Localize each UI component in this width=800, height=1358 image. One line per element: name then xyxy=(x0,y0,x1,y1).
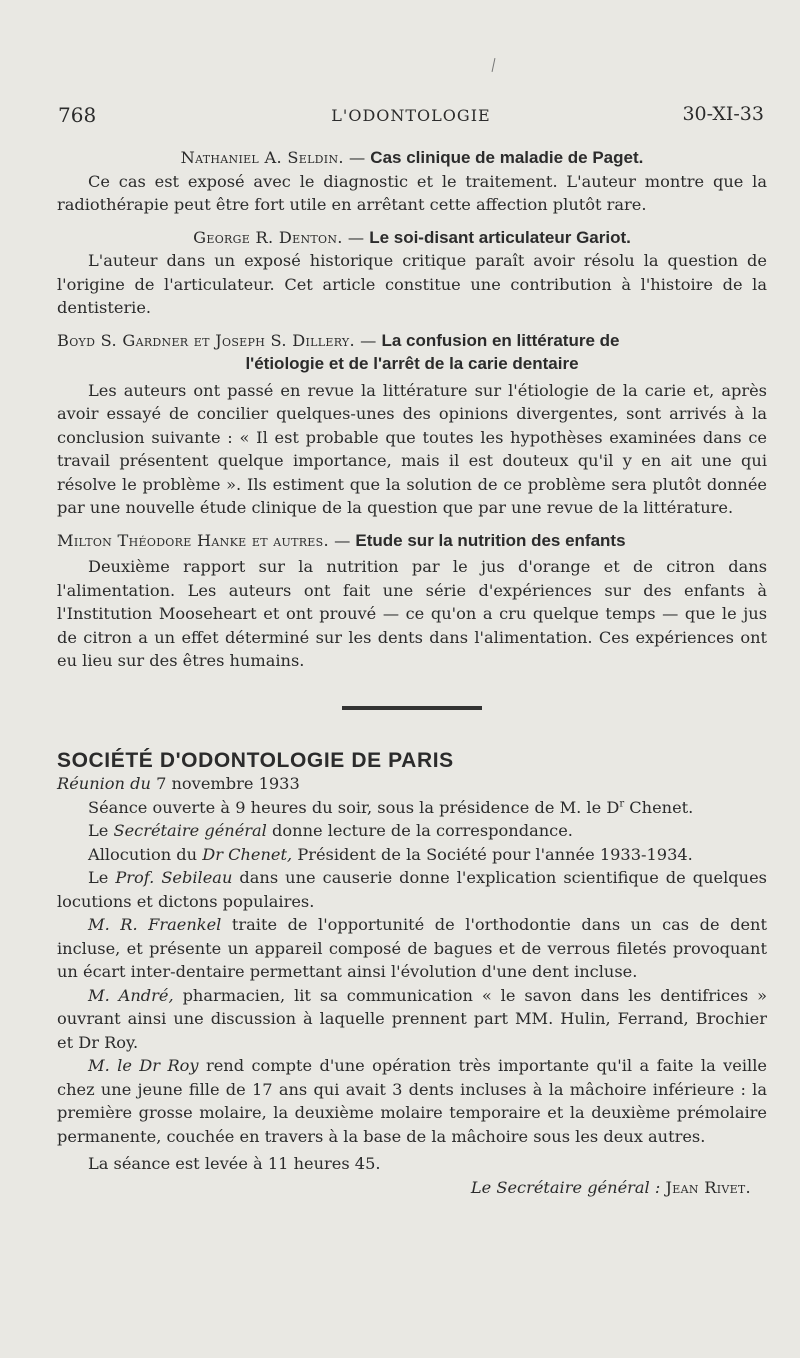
minutes-paragraph: M. le Dr Roy rend compte d'une opération très importante qu'il a faite la veille chez une jeune fille de 17 ans qui avait 3 dents incluses à la mâchoire inférieure : la première grosse molaire, la deuxième molaire temporaire et la deuxième prémolaire permanente, couchée en travers à la base de la mâchoire sous les deux autres. xyxy=(57,1056,767,1146)
article-author: Boyd S. Gardner et Joseph S. Dillery. xyxy=(57,330,355,350)
page-body xyxy=(57,146,767,1199)
running-header xyxy=(58,103,764,131)
minutes-paragraph: Le Secrétaire général donne lecture de la correspondance. xyxy=(88,821,573,840)
article-text: Deuxième rapport sur la nutrition par le jus d'orange et de citron dans l'alimentation. Les auteurs ont fait une série d'expériences sur des enfants à l'Institution Mooseheart et ont prouvé — ce qu'on a cru quelque temps — que le jus de citron a un effet déterminé sur les dents dans l'alimentation. Ces expériences ont eu lieu sur des êtres humains. xyxy=(57,557,767,670)
article-heading: George R. Denton. — Le soi-disant articulateur Gariot. xyxy=(193,227,631,247)
article-author: Milton Théodore Hanke et autres. xyxy=(57,530,329,550)
minutes-paragraph: Allocution du Dr Chenet, Président de la Société pour l'année 1933-1934. xyxy=(88,844,693,864)
minutes-paragraph: Le Prof. Sebileau dans une causerie donne l'explication scientifique de quelques locutions et dictons populaires. xyxy=(57,868,767,911)
article-text: L'auteur dans un exposé historique critique paraît avoir résolu la question de l'origine de l'articulateur. Cet article constitue une contribution à l'histoire de la dentisterie. xyxy=(57,251,767,317)
running-title: L'ODONTOLOGIE xyxy=(331,106,491,125)
minutes-closing: La séance est levée à 11 heures 45. xyxy=(88,1154,381,1173)
meeting-date xyxy=(57,772,767,796)
article-title: Cas clinique de maladie de Paget. xyxy=(370,148,644,167)
article-author: George R. Denton. xyxy=(193,227,343,247)
article-heading-cont xyxy=(57,352,767,376)
issue-date: 30-XI-33 xyxy=(682,103,764,125)
section-heading: SOCIÉTÉ D'ODONTOLOGIE DE PARIS xyxy=(57,748,454,772)
page-number: 768 xyxy=(58,103,97,127)
article-title: Etude sur la nutrition des enfants xyxy=(355,530,626,550)
meeting-label: Réunion du xyxy=(57,774,151,793)
minutes-paragraph: M. R. Fraenkel traite de l'opportunité de l'orthodontie dans un cas de dent incluse, et présente un appareil composé de bagues et de verrous filetés provoquant un écart inter-dentaire permettant ainsi l'évolution d'une dent incluse. xyxy=(57,915,767,981)
article-heading: Boyd S. Gardner et Joseph S. Dillery. — La confusion en littérature de xyxy=(57,330,620,350)
article-author: Nathaniel A. Seldin. xyxy=(180,148,344,167)
article-heading: Milton Théodore Hanke et autres. — Etude sur la nutrition des enfants xyxy=(57,530,626,550)
article-text: Ce cas est exposé avec le diagnostic et le traitement. L'auteur montre que la radiothérapie peut être fort utile en arrêtant cette affection plutôt rare. xyxy=(57,171,767,214)
article-text: Les auteurs ont passé en revue la littérature sur l'étiologie de la carie et, après avoir essayé de concilier quelques-unes des opinions divergentes, sont arrivés à la conclusion suivante : « Il est probable que toutes les hypothèses examinées dans ce travail présentent quelque importance, mais il est douteux qu'il y en ait une qui résolve le problème ». Ils estiment que la solution de ce problème sera plutôt donnée par une nouvelle étude clinique de la question que par une revue de la littérature. xyxy=(57,380,767,517)
article-title: La confusion en littérature de xyxy=(381,330,620,350)
signature-role: Le Secrétaire général : xyxy=(470,1177,661,1197)
article-title: l'étiologie et de l'arrêt de la carie dentaire xyxy=(245,354,579,373)
minutes-paragraph: M. André, pharmacien, lit sa communication « le savon dans les dentifrices » ouvrant ainsi une discussion à laquelle prennent part MM. Hulin, Ferrand, Brochier et Dr Roy. xyxy=(57,985,768,1052)
section-divider xyxy=(342,706,482,710)
signature-name: Jean Rivet. xyxy=(665,1177,751,1197)
meeting-date-value: 7 novembre 1933 xyxy=(156,774,300,793)
margin-mark xyxy=(492,58,496,72)
article-title: Le soi-disant articulateur Gariot. xyxy=(369,227,631,247)
signature xyxy=(57,1176,767,1200)
article-heading: Nathaniel A. Seldin. — Cas clinique de maladie de Paget. xyxy=(180,148,644,167)
minutes-paragraph: Séance ouverte à 9 heures du soir, sous la présidence de M. le $D^r$ Chenet. xyxy=(88,797,694,817)
